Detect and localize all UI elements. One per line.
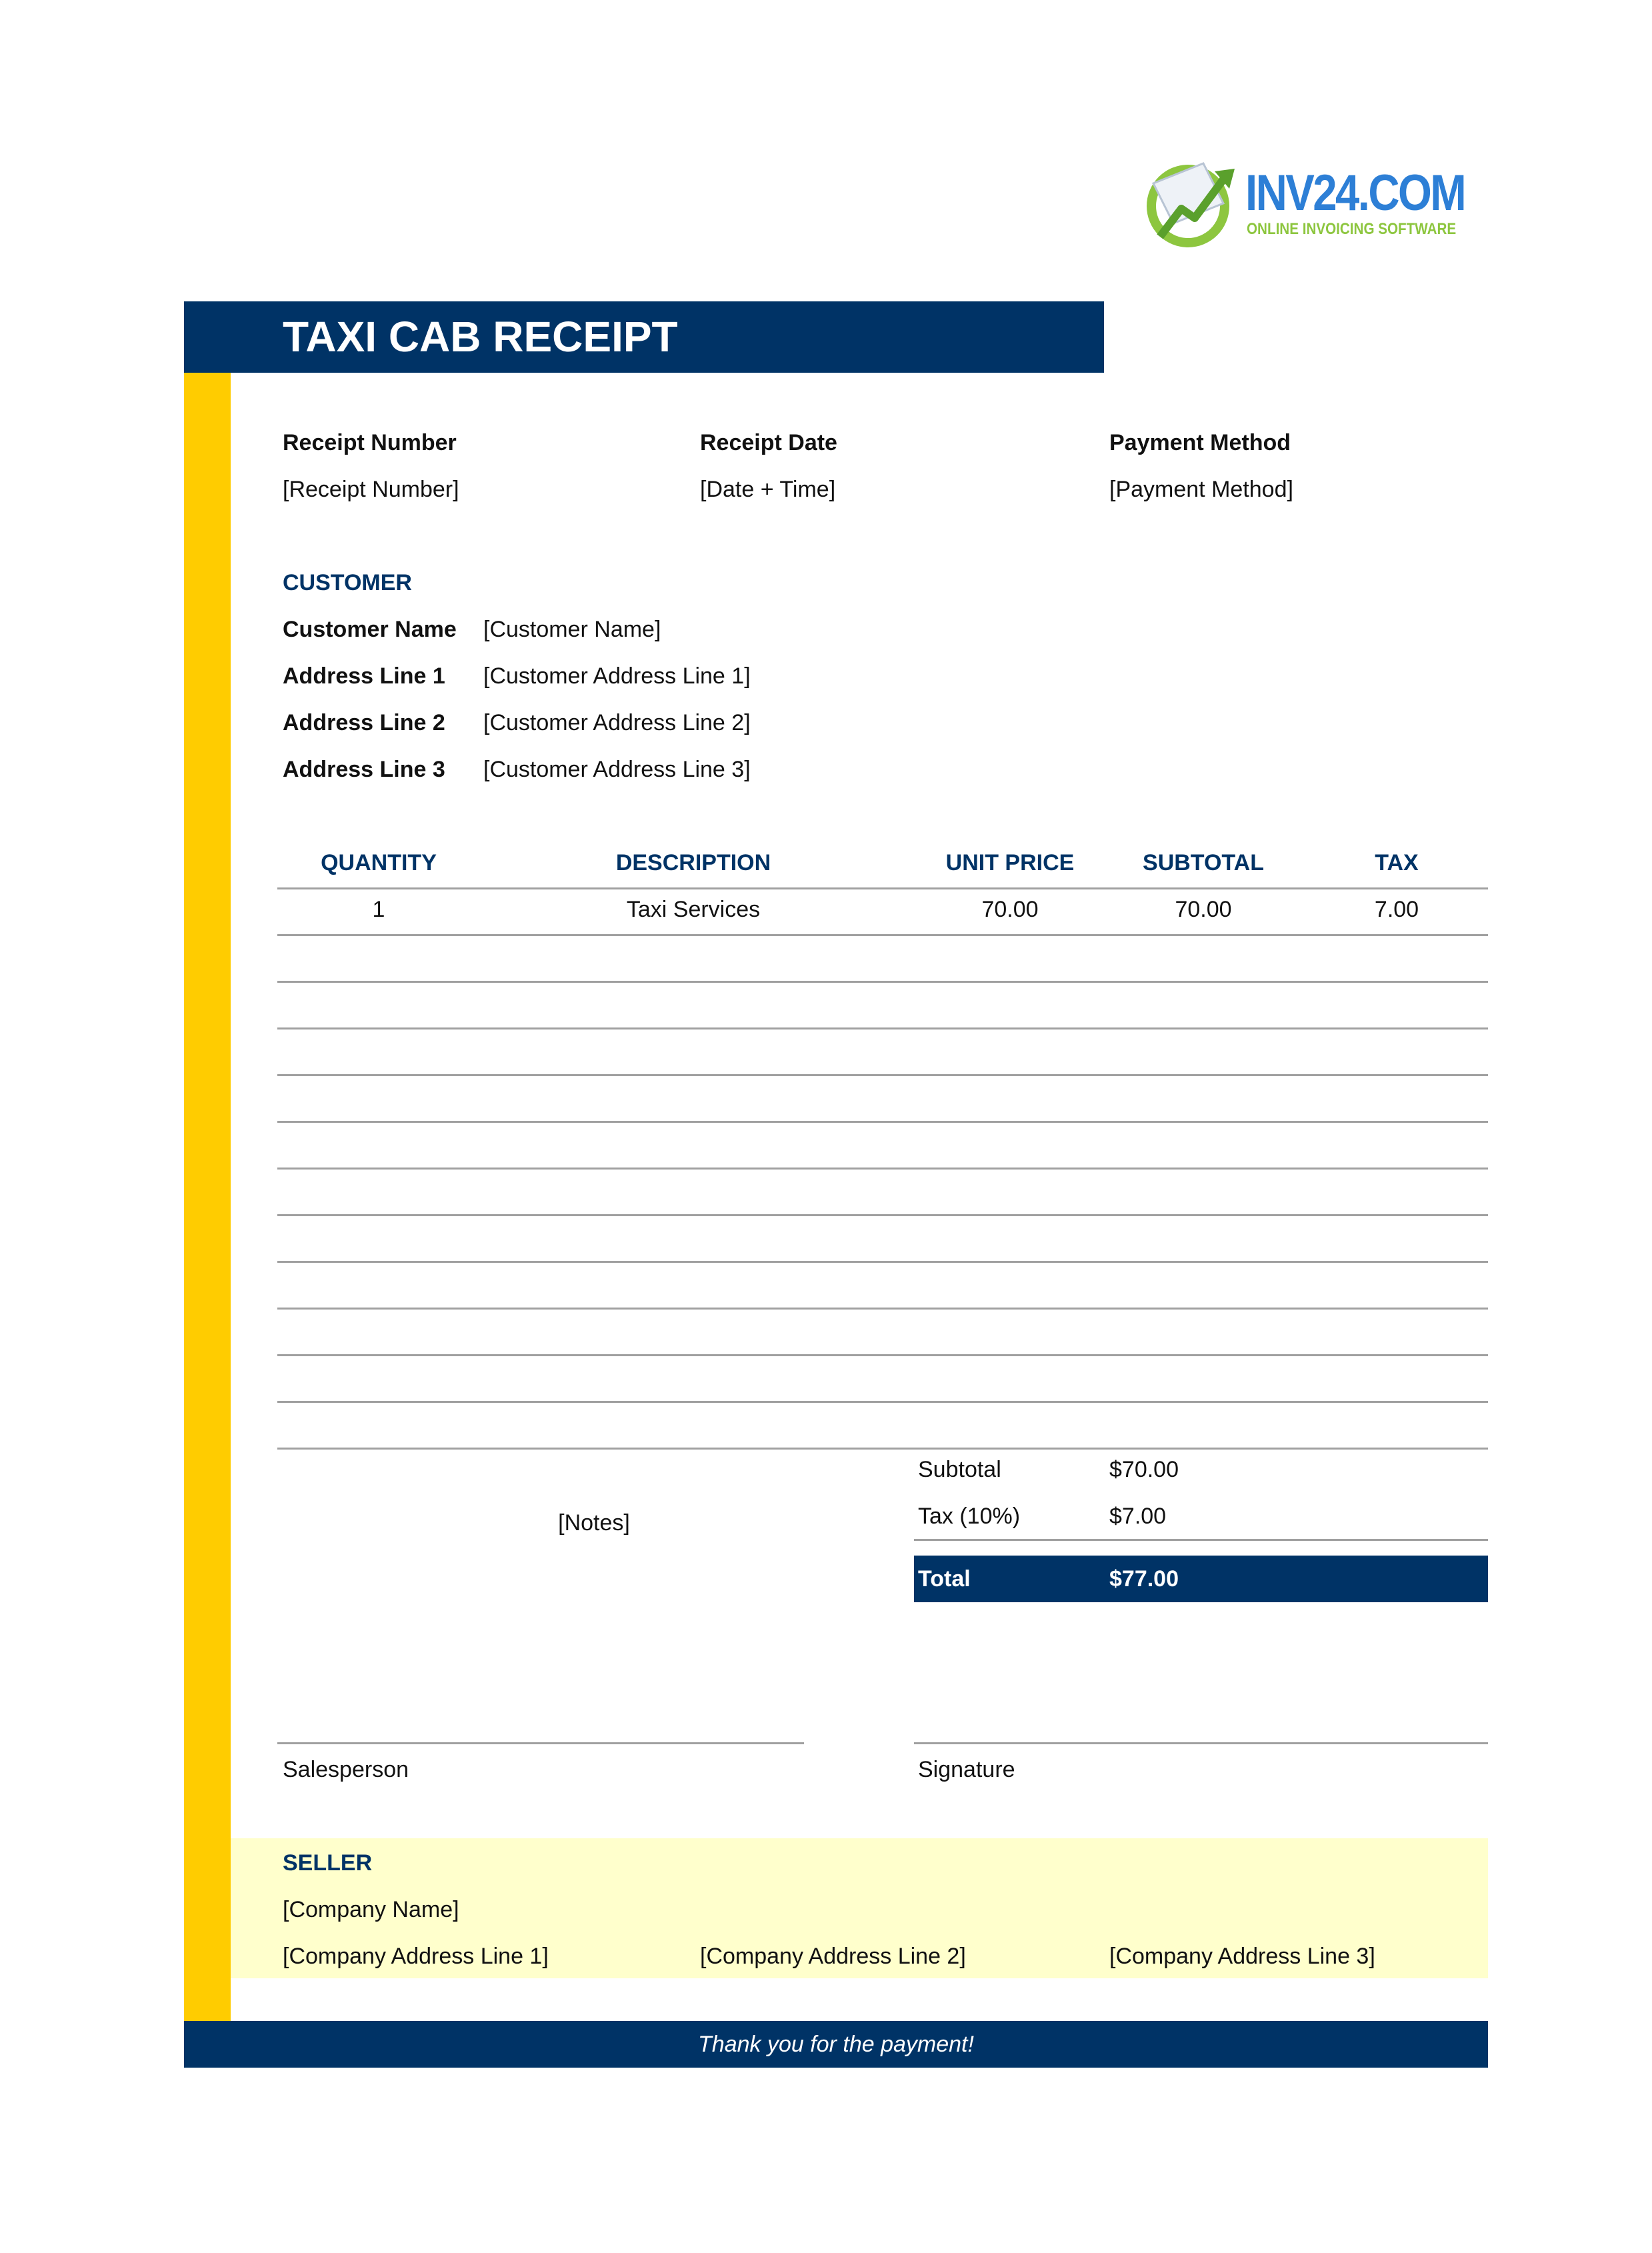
- table-rule: [277, 934, 1488, 936]
- payment-method-value: [Payment Method]: [1109, 477, 1293, 502]
- table-rule: [277, 1168, 1488, 1170]
- table-rule: [277, 1121, 1488, 1123]
- customer-heading: CUSTOMER: [283, 570, 412, 595]
- table-rule: [277, 1354, 1488, 1356]
- seller-address-3: [Company Address Line 3]: [1109, 1944, 1375, 1969]
- customer-name-value: [Customer Name]: [483, 617, 661, 642]
- salesperson-line: [277, 1742, 804, 1744]
- customer-name-label: Customer Name: [283, 617, 457, 642]
- seller-heading: SELLER: [283, 1850, 373, 1876]
- page-title: TAXI CAB RECEIPT: [283, 313, 678, 361]
- logo: [1140, 153, 1465, 253]
- cell-tax: 7.00: [1374, 897, 1419, 922]
- logo-brand: INV24.COM: [1245, 165, 1465, 221]
- receipt-date-label: Receipt Date: [700, 430, 837, 455]
- column-header-subtotal: SUBTOTAL: [1143, 850, 1264, 875]
- total-bar: [914, 1556, 1488, 1602]
- table-rule: [277, 1027, 1488, 1029]
- totals-rule: [914, 1539, 1488, 1541]
- cell-subtotal: 70.00: [1175, 897, 1232, 922]
- tax-label: Tax (10%): [918, 1504, 1021, 1529]
- column-header-tax: TAX: [1375, 850, 1419, 875]
- footer-message: Thank you for the payment!: [698, 2032, 974, 2057]
- customer-address-1-value: [Customer Address Line 1]: [483, 663, 751, 689]
- table-rule: [277, 1214, 1488, 1216]
- cell-quantity: 1: [372, 897, 385, 922]
- column-header-unit-price: UNIT PRICE: [945, 850, 1075, 875]
- total-value: $77.00: [1109, 1566, 1179, 1592]
- signature-line: [914, 1742, 1488, 1744]
- subtotal-value: $70.00: [1109, 1457, 1179, 1482]
- receipt-date-value: [Date + Time]: [700, 477, 836, 502]
- subtotal-label: Subtotal: [918, 1457, 1001, 1482]
- receipt-number-label: Receipt Number: [283, 430, 457, 455]
- seller-address-1: [Company Address Line 1]: [283, 1944, 549, 1969]
- customer-address-2-label: Address Line 2: [283, 710, 445, 735]
- column-header-quantity: QUANTITY: [321, 850, 437, 875]
- table-rule: [277, 1448, 1488, 1450]
- customer-address-3-value: [Customer Address Line 3]: [483, 757, 751, 782]
- column-header-description: DESCRIPTION: [615, 850, 771, 875]
- tax-value: $7.00: [1109, 1504, 1167, 1529]
- table-rule: [277, 1074, 1488, 1076]
- logo-tagline: ONLINE INVOICING SOFTWARE: [1247, 220, 1457, 238]
- receipt-number-value: [Receipt Number]: [283, 477, 459, 502]
- seller-company-name: [Company Name]: [283, 1897, 459, 1922]
- cell-unit-price: 70.00: [981, 897, 1039, 922]
- customer-address-2-value: [Customer Address Line 2]: [483, 710, 751, 735]
- payment-method-label: Payment Method: [1109, 430, 1291, 455]
- notes: [Notes]: [558, 1510, 630, 1536]
- table-rule: [277, 887, 1488, 889]
- customer-address-3-label: Address Line 3: [283, 757, 445, 782]
- header-left-strip: [184, 301, 231, 373]
- table-rule: [277, 1261, 1488, 1263]
- table-rule: [277, 1308, 1488, 1310]
- invoice-chart-icon: [1140, 157, 1240, 250]
- table-rule: [277, 981, 1488, 983]
- seller-address-2: [Company Address Line 2]: [700, 1944, 966, 1969]
- yellow-sidebar: [184, 373, 231, 2021]
- salesperson-label: Salesperson: [283, 1757, 409, 1782]
- customer-address-1-label: Address Line 1: [283, 663, 445, 689]
- cell-description: Taxi Services: [626, 897, 761, 922]
- total-label: Total: [918, 1566, 971, 1592]
- signature-label: Signature: [918, 1757, 1015, 1782]
- table-rule: [277, 1401, 1488, 1403]
